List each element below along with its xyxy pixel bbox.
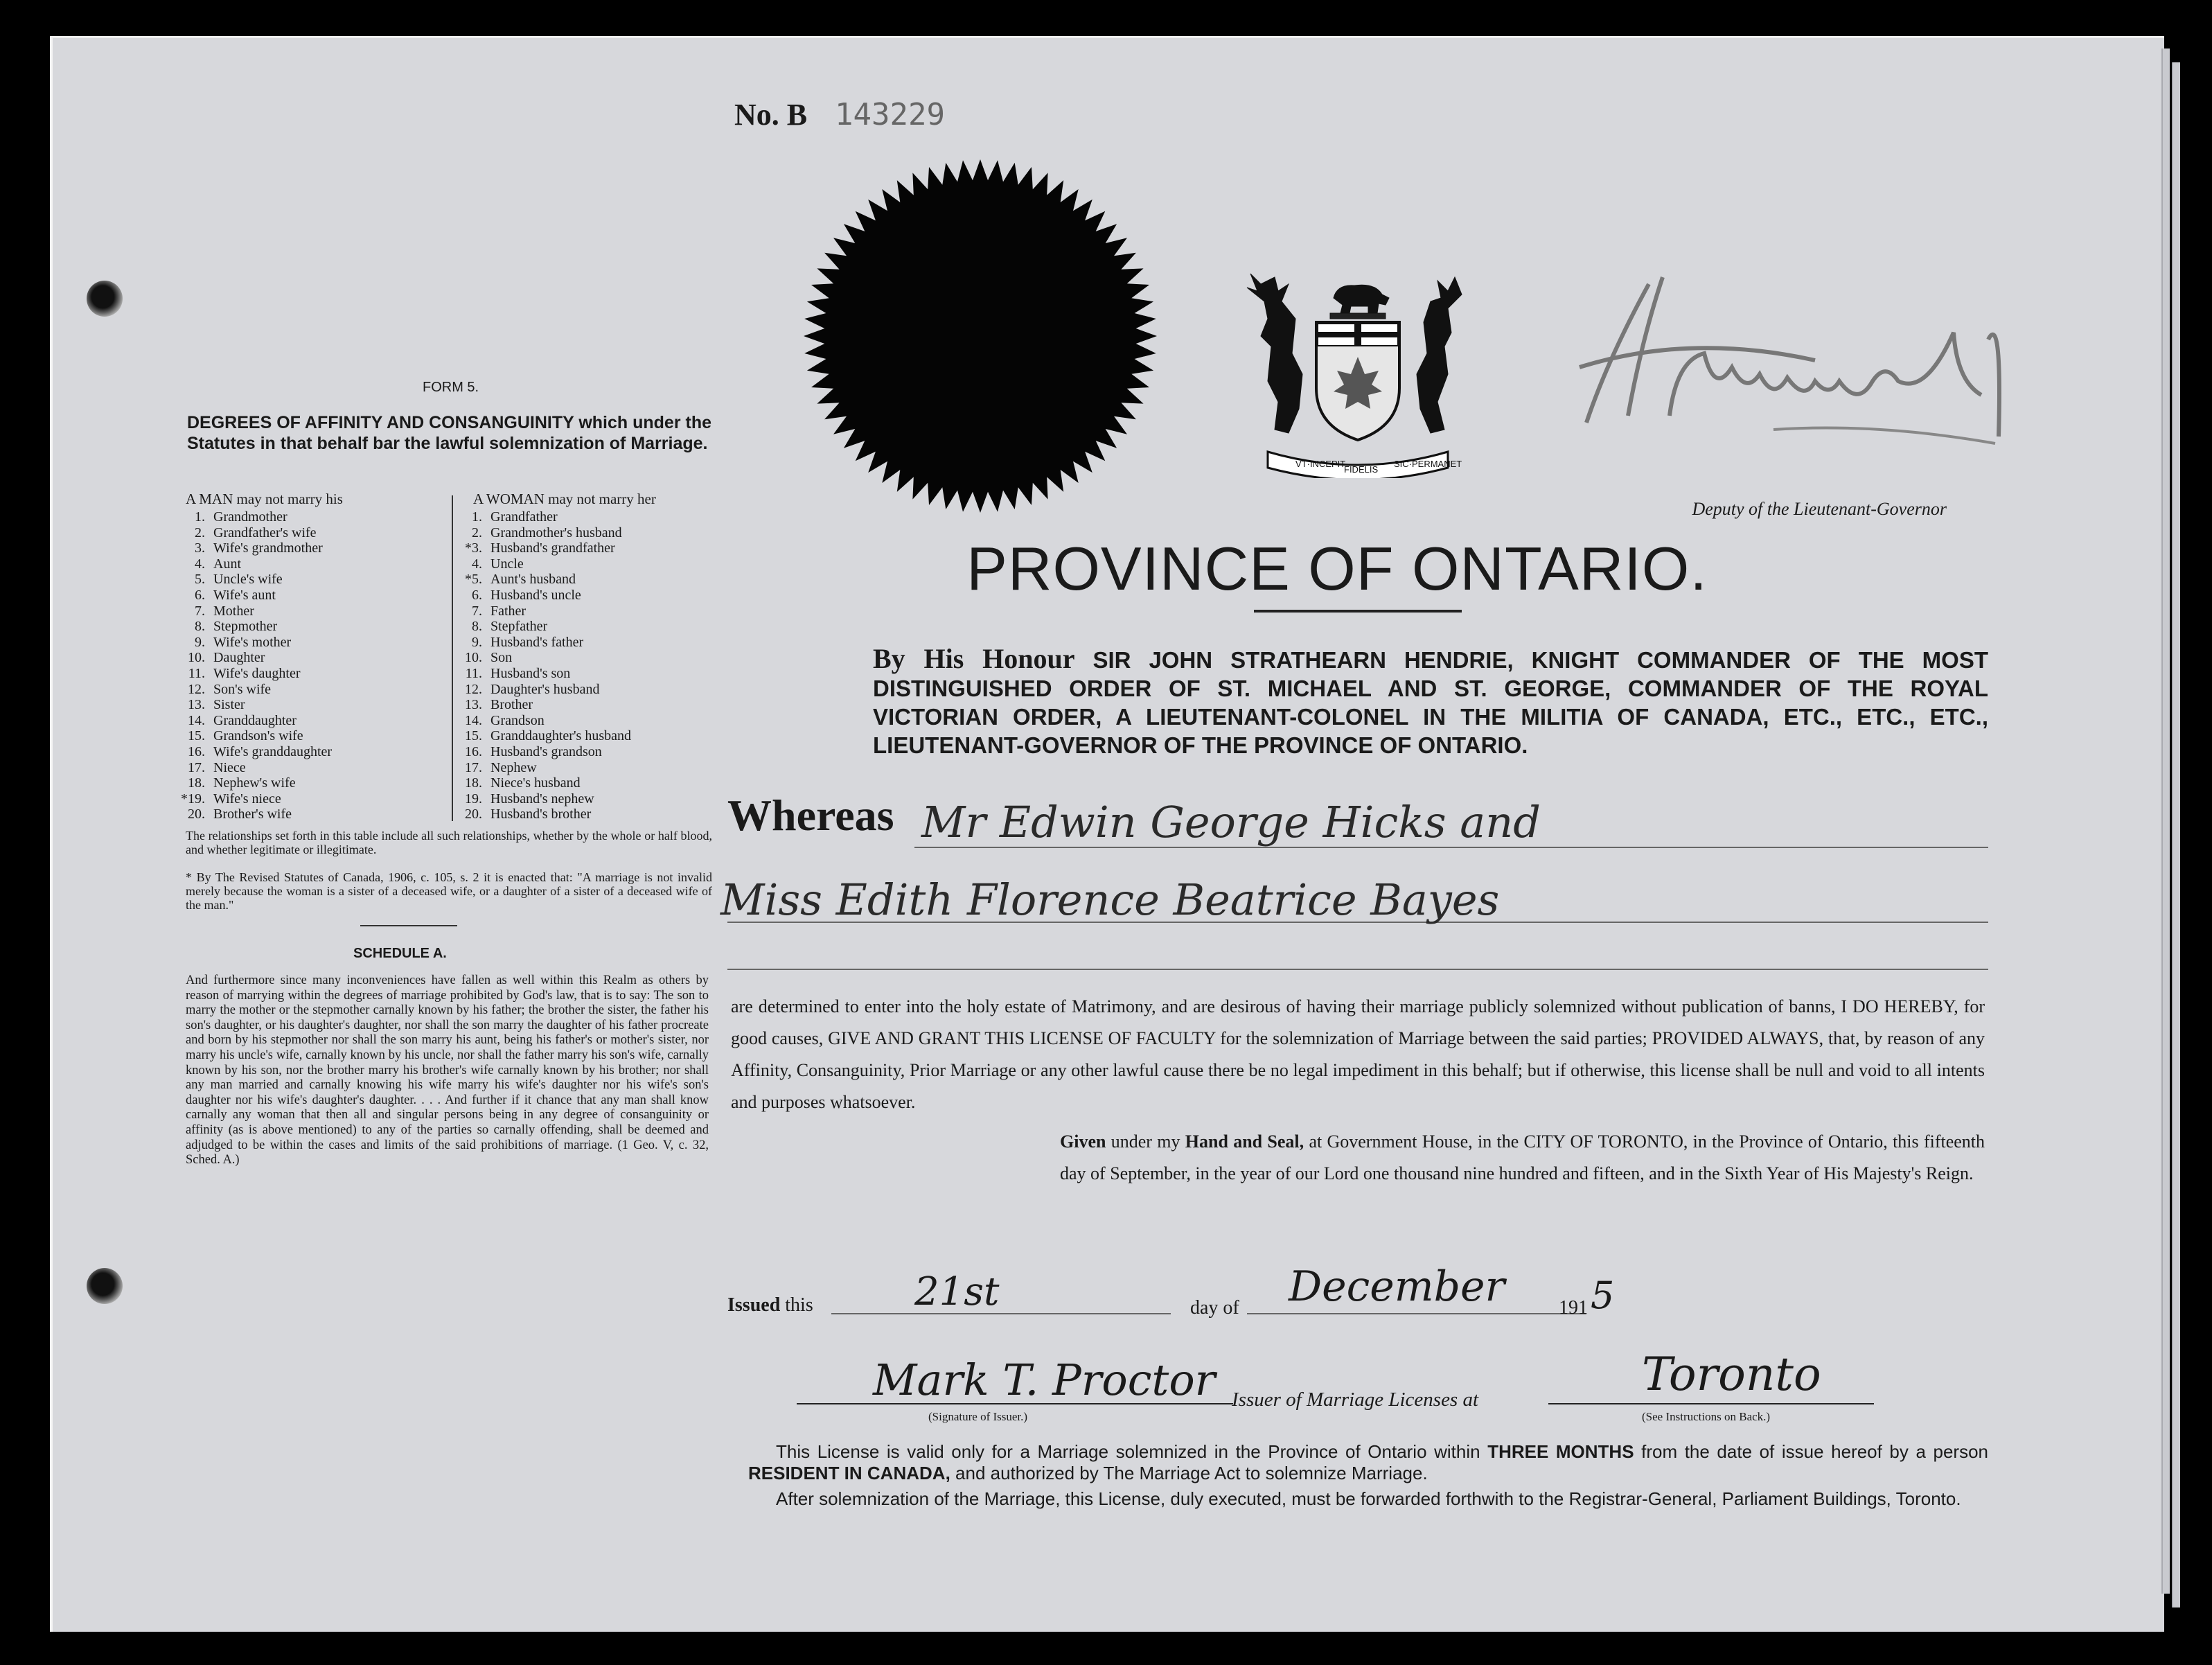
item-text: Mother xyxy=(213,603,254,619)
item-text: Aunt's husband xyxy=(490,572,576,588)
item-number: 20. xyxy=(465,807,482,822)
degrees-title-sub: which under the Statutes in that behalf bar the lawful solemnization of Marriage. xyxy=(187,413,712,453)
page-title: PROVINCE OF ONTARIO. xyxy=(966,534,1708,603)
woman-relation-item xyxy=(456,540,719,556)
item-text: Uncle's wife xyxy=(213,572,283,588)
man-relation-item xyxy=(179,713,449,729)
footer-emphasis: RESIDENT IN CANADA, xyxy=(748,1463,950,1483)
license-body: are determined to enter into the holy estate of Matrimony, and are desirous of having their marriage publicly solemnized without publication of banns, I DO HEREBY, for good causes, GIVE AND GRANT THIS LICENSE OF FACULTY for the solemnization of Marriage between the said parties; PROVIDED ALWAYS, that, by reason of any Affinity, Consanguinity, Prior Marriage or any other lawful cause there be no legal impediment in this behalf; but if otherwise, this license shall be null and void to all intents and purposes whatsoever. xyxy=(731,996,1985,1112)
item-number: 16. xyxy=(465,743,482,759)
schedule-text: And furthermore since many inconveniences have fallen as well within this Realm as others by reason of marrying within the degrees of marriage prohibited by God's law, that is to say: The son to marry the mother or the stepmother carnally known by his father; the brother the sister, the father his son's daughter, or his daughter's daughter, nor shall the son marry the daughter of his father procreate and born by his stepmother nor shall the son marry his aunt, being his father's or mother's sister, nor marry his uncle's wife, carnally known by his uncle, nor shall the father marry his son's wife, carnally known by his son, nor the brother marry his brother's wife carnally known by his brother; nor shall any man married and carnally knowing his wife marry his wife's daughter nor his wife's son's daughter nor his wife's daughter's daughter. . . . And further if it chance that any man shall know carnally any woman that then all and singular persons being in any degree of consanguinity or affinity (as is above mentioned) to any of the parties so carnally offending, shall be deemed and adjudged to be within the cases and limits of the said prohibitions of marriage. (1 Geo. V, c. 32, Sched. A.) xyxy=(186,974,709,1168)
item-number: 1. xyxy=(472,509,482,525)
footer-text: and authorized by The Marriage Act to solemnize Marriage. xyxy=(955,1463,1428,1483)
woman-relation-item xyxy=(456,619,719,635)
footer-text: from the date of issue hereof by a person xyxy=(1641,1441,1988,1462)
item-number: 17. xyxy=(465,759,482,775)
item-text: Wife's grandmother xyxy=(213,540,323,556)
man-relation-item xyxy=(179,697,449,713)
seal-icon xyxy=(797,156,1164,516)
signature-caption: (Signature of Issuer.) xyxy=(928,1410,1028,1423)
woman-relation-item xyxy=(456,682,719,698)
form-label: FORM 5. xyxy=(423,380,479,395)
item-number: *5. xyxy=(465,572,482,588)
item-text: Wife's daughter xyxy=(213,665,301,681)
woman-relation-item xyxy=(456,525,719,541)
item-text: Son xyxy=(490,650,513,666)
issued-word: Issued xyxy=(727,1294,781,1316)
man-relation-item xyxy=(179,572,449,588)
issued-this: this xyxy=(785,1294,813,1316)
man-relation-item xyxy=(179,509,449,525)
item-number: 10. xyxy=(188,650,205,666)
issuer-signature-handwritten: Mark T. Proctor xyxy=(873,1355,1216,1405)
item-text: Niece's husband xyxy=(490,775,581,791)
item-text: Brother's wife xyxy=(213,807,292,822)
item-number: 11. xyxy=(465,665,482,681)
man-list xyxy=(179,509,449,822)
item-number: 6. xyxy=(195,587,205,603)
woman-relation-item xyxy=(456,791,719,807)
item-text: Daughter's husband xyxy=(490,681,600,697)
item-text: Stepmother xyxy=(213,619,278,635)
item-text: Nephew's wife xyxy=(213,775,296,791)
item-number: 15. xyxy=(465,728,482,744)
deputy-signature-icon xyxy=(1566,256,2023,464)
man-relation-item xyxy=(179,604,449,619)
footer-paragraph-1 xyxy=(748,1441,1988,1484)
fill-line xyxy=(1548,1403,1874,1404)
given-text: at Government House, in the CITY OF TORONTO, in the Province of Ontario, this fifteenth day of September, in the year of our Lord one thousand nine hundred and fifteen, and in the Sixth Year of His Majesty's Reign. xyxy=(1060,1131,1985,1183)
item-number: 16. xyxy=(188,743,205,759)
given-paragraph xyxy=(1060,1126,1985,1190)
woman-relation-item xyxy=(456,650,719,666)
deputy-caption: Deputy of the Lieutenant-Governor xyxy=(1692,499,1947,519)
item-text: Wife's aunt xyxy=(213,587,276,603)
item-text: Nephew xyxy=(490,759,537,775)
item-number: 18. xyxy=(188,775,205,791)
woman-relation-item xyxy=(456,635,719,651)
item-number: 7. xyxy=(195,603,205,619)
column-divider xyxy=(452,495,453,821)
footer-text: This License is valid only for a Marriage solemnized in the Province of Ontario within xyxy=(776,1441,1480,1462)
woman-relation-item xyxy=(456,807,719,822)
year-prefix: 191 xyxy=(1559,1297,1588,1319)
item-text: Grandfather's wife xyxy=(213,525,317,540)
man-relation-item xyxy=(179,728,449,744)
item-text: Granddaughter xyxy=(213,712,297,728)
man-relation-item xyxy=(179,619,449,635)
hand-and-seal: Hand and Seal, xyxy=(1185,1131,1304,1152)
groom-name-handwritten: Mr Edwin George Hicks and xyxy=(921,797,1541,847)
issued-label xyxy=(727,1294,813,1316)
woman-relation-item xyxy=(456,728,719,744)
item-text: Niece xyxy=(213,759,246,775)
man-relation-item xyxy=(179,791,449,807)
man-relation-item xyxy=(179,525,449,541)
item-number: 6. xyxy=(472,587,482,603)
honour-text: SIR JOHN STRATHEARN HENDRIE, KNIGHT COMMANDER OF THE MOST DISTINGUISHED ORDER OF ST. MICHAEL AND ST. GEORGE, COMMANDER OF THE ROYAL VICTORIAN ORDER, A LIEUTENANT-COLONEL IN THE MILITIA OF CANADA, ETC., ETC., ETC., LIEUTENANT-GOVERNOR OF THE PROVINCE OF ONTARIO. xyxy=(873,647,1989,758)
item-text: Wife's mother xyxy=(213,634,292,650)
item-number: 19. xyxy=(465,791,482,807)
item-number: 11. xyxy=(188,665,205,681)
item-number: 3. xyxy=(195,540,205,556)
item-text: Husband's brother xyxy=(490,807,592,822)
item-text: Husband's nephew xyxy=(490,791,594,807)
man-relation-item xyxy=(179,682,449,698)
item-number: 10. xyxy=(465,650,482,666)
item-number: *3. xyxy=(465,540,482,556)
man-column-header: A MAN may not marry his xyxy=(186,491,343,507)
motto-left: VT·INCEPIT xyxy=(1295,459,1346,469)
woman-relation-item xyxy=(456,604,719,619)
man-relation-item xyxy=(179,744,449,760)
item-number: 17. xyxy=(188,759,205,775)
item-text: Stepfather xyxy=(490,619,548,635)
item-text: Grandmother's husband xyxy=(490,525,622,540)
item-number: 4. xyxy=(472,556,482,572)
schedule-rule xyxy=(360,925,457,926)
man-relation-item xyxy=(179,807,449,822)
item-number: 7. xyxy=(472,603,482,619)
issue-place-handwritten: Toronto xyxy=(1642,1348,1821,1401)
coat-of-arms-icon xyxy=(1240,270,1476,478)
item-number: *19. xyxy=(181,791,205,807)
woman-column-header: A WOMAN may not marry her xyxy=(473,491,656,507)
item-text: Husband's father xyxy=(490,634,584,650)
item-text: Uncle xyxy=(490,556,524,572)
given-under: under my xyxy=(1111,1131,1180,1152)
item-number: 13. xyxy=(465,697,482,713)
item-text: Granddaughter's husband xyxy=(490,728,631,744)
revised-statutes-note: * By The Revised Statutes of Canada, 1906, c. 105, s. 2 it is enacted that: "A marriage is not invalid merely because the woman is a sister of a deceased wife, or a daughter of a sister of a deceased wife of the man." xyxy=(186,870,712,912)
woman-relation-item xyxy=(456,572,719,588)
issuer-text: Issuer of Marriage Licenses at xyxy=(1232,1389,1479,1411)
woman-list xyxy=(456,509,719,822)
item-number: 4. xyxy=(195,556,205,572)
item-number: 5. xyxy=(195,572,205,588)
woman-relation-item xyxy=(456,744,719,760)
item-number: 15. xyxy=(188,728,205,744)
item-number: 18. xyxy=(465,775,482,791)
motto-right: SIC·PERMANET xyxy=(1394,459,1462,469)
item-number: 8. xyxy=(195,619,205,635)
item-text: Sister xyxy=(213,697,245,713)
woman-relation-item xyxy=(456,666,719,682)
issued-year-handwritten: 5 xyxy=(1591,1274,1615,1317)
item-text: Grandmother xyxy=(213,509,287,525)
man-relation-item xyxy=(179,760,449,776)
punch-hole xyxy=(87,281,123,317)
given-lead: Given xyxy=(1060,1131,1106,1152)
item-text: Aunt xyxy=(213,556,241,572)
license-number: 143229 xyxy=(835,97,945,132)
item-text: Husband's uncle xyxy=(490,587,581,603)
whereas-label: Whereas xyxy=(727,791,894,840)
page-edge xyxy=(2172,62,2180,1607)
item-number: 12. xyxy=(188,681,205,697)
footer-emphasis: THREE MONTHS xyxy=(1487,1441,1634,1462)
day-of-label: day of xyxy=(1190,1297,1239,1319)
page-edge xyxy=(2161,49,2170,1594)
item-number: 8. xyxy=(472,619,482,635)
woman-relation-item xyxy=(456,775,719,791)
title-rule xyxy=(1254,610,1462,613)
fill-line xyxy=(831,1313,1171,1314)
man-relation-item xyxy=(179,588,449,604)
schedule-title: SCHEDULE A. xyxy=(353,946,447,961)
item-text: Father xyxy=(490,603,527,619)
fill-line xyxy=(1247,1313,1586,1314)
item-number: 13. xyxy=(188,697,205,713)
relationships-note: The relationships set forth in this table include all such relationships, whether by the whole or half blood, and whether legitimate or illegitimate. xyxy=(186,829,712,856)
issued-day-handwritten: 21st xyxy=(914,1269,1000,1314)
woman-relation-item xyxy=(456,697,719,713)
footer-notice xyxy=(748,1441,1988,1510)
woman-relation-item xyxy=(456,509,719,525)
fill-line xyxy=(727,969,1988,970)
man-relation-item xyxy=(179,666,449,682)
man-relation-item xyxy=(179,635,449,651)
man-relation-item xyxy=(179,540,449,556)
item-text: Grandson's wife xyxy=(213,728,303,744)
man-relation-item xyxy=(179,650,449,666)
woman-relation-item xyxy=(456,713,719,729)
motto-center: FIDELIS xyxy=(1344,464,1379,475)
honour-paragraph xyxy=(873,644,1988,759)
man-relation-item xyxy=(179,556,449,572)
item-text: Wife's niece xyxy=(213,791,281,807)
item-text: Husband's grandson xyxy=(490,743,602,759)
footer-paragraph-2: After solemnization of the Marriage, this License, duly executed, must be forwarded forthwith to the Registrar-General, Parliament Buildings, Toronto. xyxy=(776,1488,1961,1509)
item-number: 1. xyxy=(195,509,205,525)
item-number: 9. xyxy=(195,634,205,650)
item-text: Grandfather xyxy=(490,509,558,525)
punch-hole xyxy=(87,1268,123,1304)
item-number: 20. xyxy=(188,807,205,822)
degrees-title-main: DEGREES OF AFFINITY AND CONSANGUINITY xyxy=(187,413,574,432)
woman-relation-item xyxy=(456,760,719,776)
issued-month-handwritten: December xyxy=(1289,1262,1505,1311)
item-text: Daughter xyxy=(213,650,265,666)
item-number: 2. xyxy=(195,525,205,540)
man-relation-item xyxy=(179,775,449,791)
item-number: 9. xyxy=(472,634,482,650)
woman-relation-item xyxy=(456,556,719,572)
degrees-title xyxy=(187,412,714,454)
item-text: Brother xyxy=(490,697,533,713)
bride-name-handwritten: Miss Edith Florence Beatrice Bayes xyxy=(720,874,1500,925)
item-text: Son's wife xyxy=(213,681,272,697)
item-number: 12. xyxy=(465,681,482,697)
honour-lead: By His Honour xyxy=(873,643,1075,674)
item-number: 14. xyxy=(188,712,205,728)
item-number: 14. xyxy=(465,712,482,728)
item-text: Wife's granddaughter xyxy=(213,743,333,759)
item-number: 2. xyxy=(472,525,482,540)
license-number-label: No. B xyxy=(734,98,808,132)
item-text: Husband's son xyxy=(490,665,571,681)
woman-relation-item xyxy=(456,588,719,604)
item-text: Husband's grandfather xyxy=(490,540,615,556)
item-text: Grandson xyxy=(490,712,545,728)
place-caption: (See Instructions on Back.) xyxy=(1642,1410,1771,1423)
